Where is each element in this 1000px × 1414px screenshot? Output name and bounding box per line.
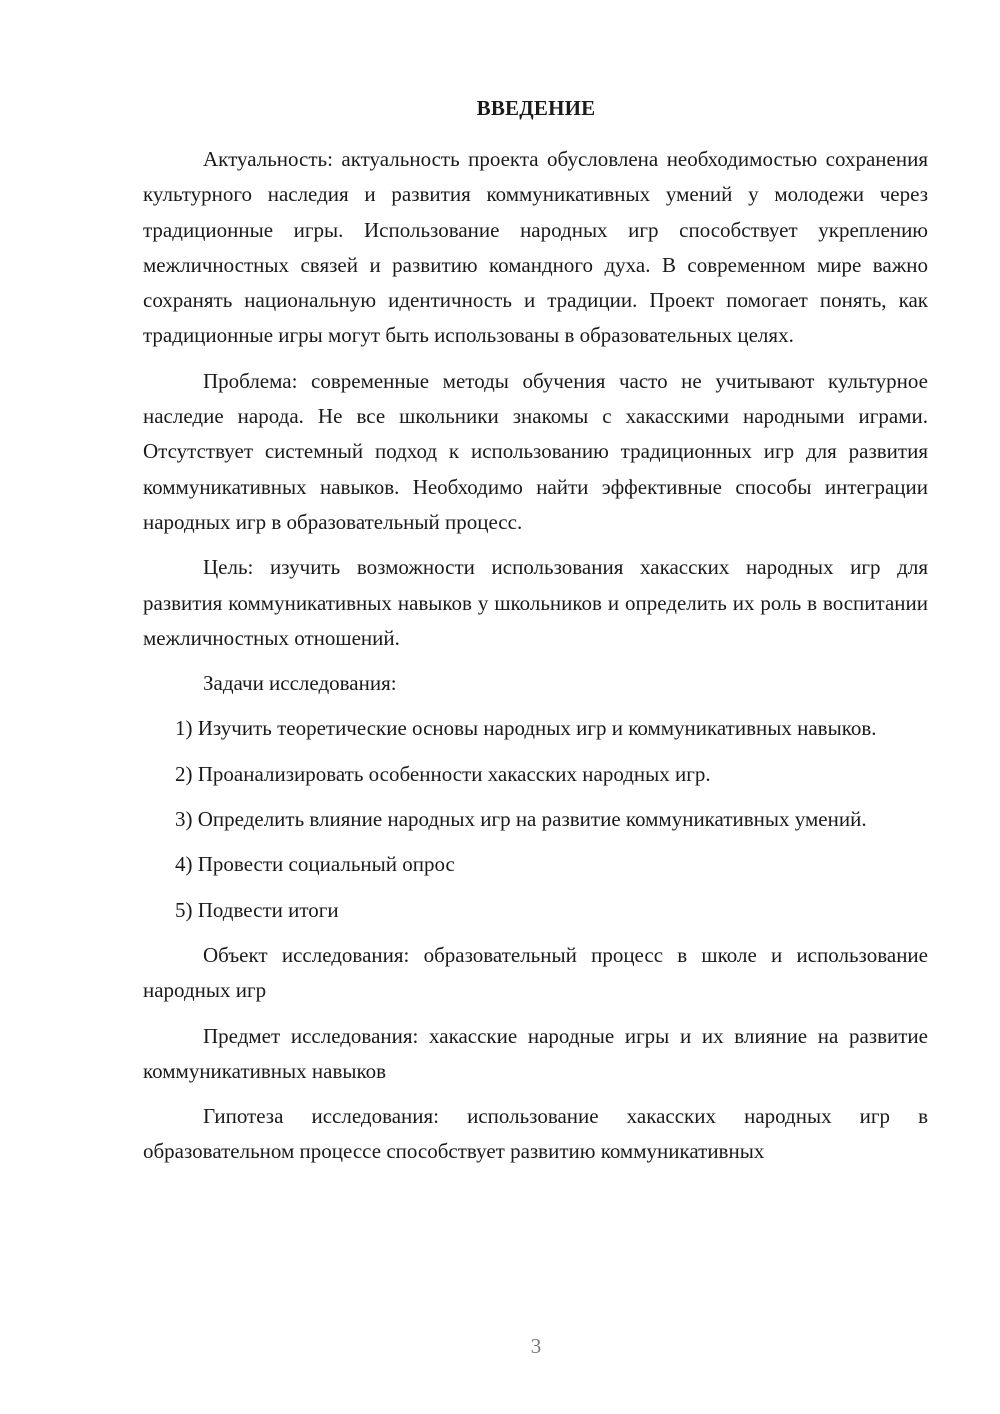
- task-item-4: 4) Провести социальный опрос: [175, 852, 455, 877]
- tasks-heading: Задачи исследования:: [203, 671, 397, 696]
- section-title: ВВЕДЕНИЕ: [476, 96, 596, 120]
- object-paragraph: Объект исследования: образовательный процесс в школе и использование народных игр: [143, 942, 928, 1003]
- page-number: 3: [530, 1334, 542, 1358]
- relevance-paragraph: Актуальность: актуальность проекта обусловлена необходимостью сохранения культурного наследия и развития коммуникативных умений у молодежи через традиционные игры. Использование народных игр способствует укреплению межличностных связей и развитию командного духа. В современном мире важно сохранять национальную идентичность и традиции. Проект помогает понять, как традиционные игры могут быть использованы в образовательных целях.: [143, 147, 928, 348]
- task-item-5: 5) Подвести итоги: [175, 897, 339, 922]
- goal-paragraph: Цель: изучить возможности использования хакасских народных игр для развития коммуникативных навыков у школьников и определить их роль в воспитании межличностных отношений.: [143, 555, 928, 650]
- hypothesis-paragraph: Гипотеза исследования: использование хакасских народных игр в образовательном процессе способствует развитию коммуникативных: [143, 1104, 928, 1164]
- document-body: [143, 142, 928, 1170]
- subject-paragraph: Предмет исследования: хакасские народные игры и их влияние на развитие коммуникативных навыков: [143, 1023, 928, 1083]
- task-item-1: 1) Изучить теоретические основы народных игр и коммуникативных навыков.: [175, 716, 877, 741]
- task-item-2: 2) Проанализировать особенности хакасских народных игр.: [175, 761, 711, 786]
- task-item-3: 3) Определить влияние народных игр на развитие коммуникативных умений.: [175, 807, 867, 832]
- problem-paragraph: Проблема: современные методы обучения часто не учитывают культурное наследие народа. Не все школьники знакомы с хакасскими народными играми. Отсутствует системный подход к использованию традиционных игр для развития коммуникативных навыков. Необходимо найти эффективные способы интеграции народных игр в образовательный процесс.: [143, 368, 928, 534]
